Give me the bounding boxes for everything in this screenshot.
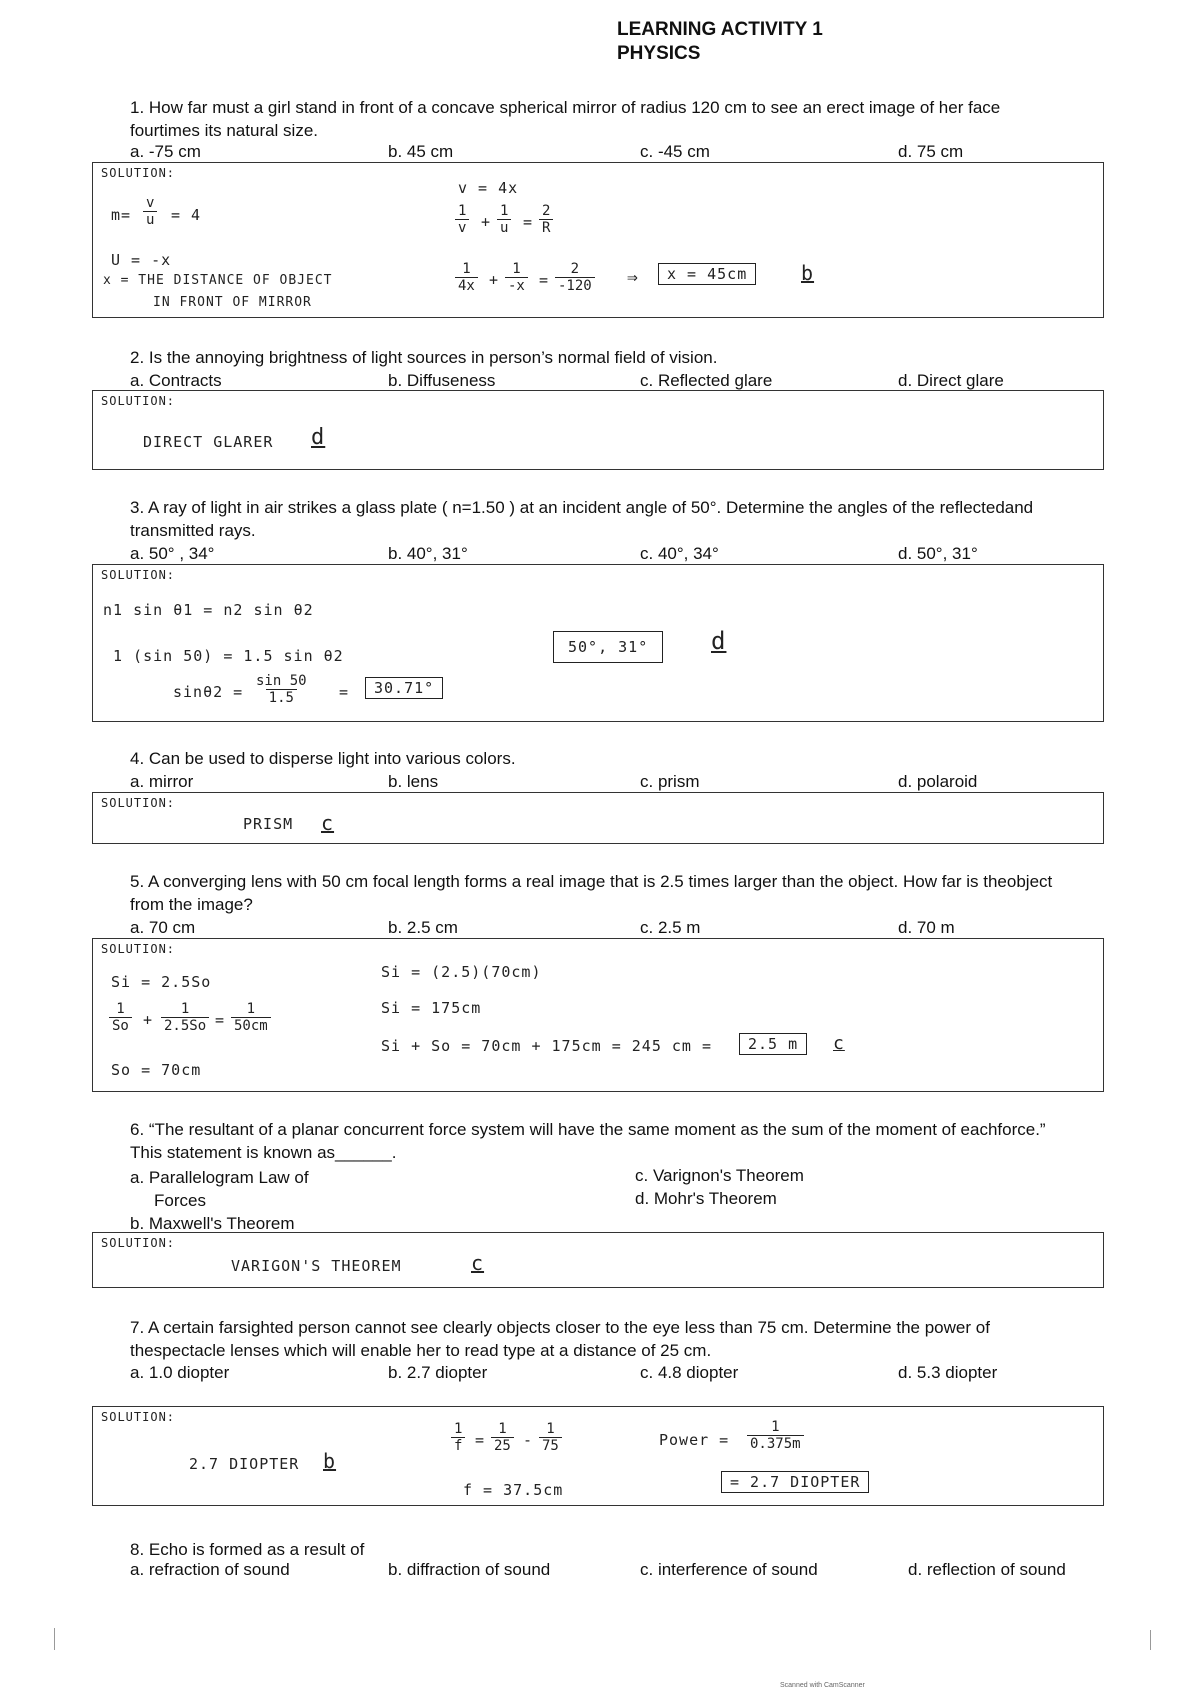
hw-denominator: So xyxy=(109,1017,132,1034)
question-2-text: 2. Is the annoying brightness of light sources in person’s normal field of vision. xyxy=(130,348,718,367)
hw-numerator: 1 xyxy=(246,1001,256,1017)
hw-frac-1-50cm xyxy=(231,1001,271,1034)
choice-d: d. 50°, 31° xyxy=(898,544,978,563)
hw-m-value: = 4 xyxy=(171,206,202,224)
hw-answer: 2.7 DIOPTER xyxy=(189,1455,300,1473)
hw-numerator: 1 xyxy=(771,1419,780,1435)
hw-numerator: 1 xyxy=(512,261,521,277)
hw-frac-1-4x xyxy=(455,261,478,294)
hw-v-eq: v = 4x xyxy=(458,179,519,197)
hw-frac-1v xyxy=(455,203,469,236)
hw-denominator: -120 xyxy=(555,277,595,294)
worksheet-header xyxy=(617,18,823,66)
hw-denominator: R xyxy=(539,219,553,236)
solution-label: SOLUTION: xyxy=(101,942,176,956)
hw-answer-box: 2.5 m xyxy=(739,1033,807,1055)
question-4-choices xyxy=(130,772,1060,794)
choice-a: a. 1.0 diopter xyxy=(130,1363,230,1382)
hw-denominator: u xyxy=(143,211,157,228)
solution-box-6 xyxy=(92,1232,1104,1288)
hw-answer-box: 50°, 31° xyxy=(553,631,663,663)
hw-arrow: ⇒ xyxy=(627,267,639,288)
hw-frac-1u xyxy=(497,203,511,236)
hw-plus: + xyxy=(489,271,500,289)
question-5-text: 5. A converging lens with 50 cm focal length forms a real image that is 2.5 times larger than the object. How far is theobject from the image? xyxy=(130,872,1053,914)
header-title: LEARNING ACTIVITY 1 xyxy=(617,19,823,40)
hw-snell-substituted: 1 (sin 50) = 1.5 sin θ2 xyxy=(113,647,344,665)
hw-power-fraction xyxy=(747,1419,804,1452)
hw-numerator: 2 xyxy=(570,261,580,277)
question-5-choices xyxy=(130,918,1060,940)
question-6-text: 6. “The resultant of a planar concurrent force system will have the same moment as the sum of the moment of eachforce.” This statement is known as______. xyxy=(130,1120,1046,1162)
solution-box-3 xyxy=(92,564,1104,722)
hw-frac-2-neg120 xyxy=(555,261,595,294)
hw-answer: VARIGON'S THEOREM xyxy=(231,1257,402,1275)
hw-denominator: 25 xyxy=(491,1437,514,1454)
hw-numerator: 1 xyxy=(498,1421,507,1437)
hw-si-eq-1: Si = 2.5So xyxy=(111,973,212,991)
question-8-text: 8. Echo is formed as a result of xyxy=(130,1540,365,1559)
question-7-choices xyxy=(130,1363,1060,1385)
hw-equals: = xyxy=(339,683,350,701)
choice-a: a. refraction of sound xyxy=(130,1560,290,1579)
hw-si-eq-2: Si = (2.5)(70cm) xyxy=(381,963,542,981)
hw-numerator: 1 xyxy=(180,1001,190,1017)
hw-m-fraction xyxy=(143,195,157,228)
hw-numerator: v xyxy=(146,195,155,211)
choice-b: b. lens xyxy=(388,772,439,791)
choice-b: b. Diffuseness xyxy=(388,371,496,390)
solution-label: SOLUTION: xyxy=(101,796,176,810)
hw-numerator: 1 xyxy=(116,1001,125,1017)
hw-equals: = xyxy=(215,1011,226,1029)
hw-denominator: v xyxy=(455,219,469,236)
hw-minus: - xyxy=(523,1431,534,1449)
hw-result-box: = 2.7 DIOPTER xyxy=(721,1471,869,1493)
hw-numerator: 1 xyxy=(546,1421,555,1437)
hw-f-eq: f = 37.5cm xyxy=(463,1481,564,1499)
solution-box-2 xyxy=(92,390,1104,470)
hw-sin-fraction xyxy=(253,673,310,706)
choice-c: c. 2.5 m xyxy=(640,918,701,937)
choice-d: d. 75 cm xyxy=(898,142,964,161)
hw-answer-letter: c xyxy=(833,1033,845,1054)
solution-box-5 xyxy=(92,938,1104,1092)
question-7-text: 7. A certain farsighted person cannot see clearly objects closer to the eye less than 75 cm. Determine the power of thespectacle lenses which will enable her to read type at a distance of 25 cm. xyxy=(130,1318,990,1360)
hw-denominator: 4x xyxy=(455,277,478,294)
solution-box-7 xyxy=(92,1406,1104,1506)
hw-frac-1-so xyxy=(109,1001,132,1034)
hw-so-eq: So = 70cm xyxy=(111,1061,202,1079)
hw-equals: = xyxy=(475,1431,486,1449)
hw-frac-1-25 xyxy=(491,1421,514,1454)
hw-numerator: 1 xyxy=(458,203,467,219)
hw-snell-law: n1 sin θ1 = n2 sin θ2 xyxy=(103,601,314,619)
hw-frac-2r xyxy=(539,203,553,236)
hw-answer-letter: b xyxy=(801,261,815,285)
hw-numerator: sin 50 xyxy=(256,673,307,689)
hw-plus: + xyxy=(143,1011,154,1029)
scan-edge-mark xyxy=(1150,1630,1151,1650)
choice-a: a. 50° , 34° xyxy=(130,544,215,563)
hw-frac-1-2-5so xyxy=(161,1001,209,1034)
question-6-choice-a: a. Parallelogram Law of xyxy=(130,1168,309,1187)
hw-answer: DIRECT GLARER xyxy=(143,433,274,451)
question-3-choices xyxy=(130,544,1060,566)
question-6-choice-b: b. Maxwell's Theorem xyxy=(130,1214,295,1233)
choice-d: d. polaroid xyxy=(898,772,978,791)
choice-a: a. Contracts xyxy=(130,371,222,390)
choice-a: a. -75 cm xyxy=(130,142,201,161)
scan-edge-mark xyxy=(54,1628,55,1650)
hw-result-box: 30.71° xyxy=(365,677,443,699)
choice-b: b. 2.7 diopter xyxy=(388,1363,488,1382)
question-6-choice-a-cont: Forces xyxy=(154,1191,206,1210)
hw-answer-letter: d xyxy=(311,425,326,450)
choice-d: d. reflection of sound xyxy=(908,1560,1066,1579)
hw-answer: PRISM xyxy=(243,815,294,833)
hw-numerator: 2 xyxy=(542,203,551,219)
hw-numerator: 1 xyxy=(500,203,509,219)
hw-u-eq: U = -x xyxy=(111,251,172,269)
question-6-choice-d: d. Mohr's Theorem xyxy=(635,1189,777,1208)
hw-m-label: m= xyxy=(111,206,132,224)
choice-b: b. diffraction of sound xyxy=(388,1560,551,1579)
hw-numerator: 1 xyxy=(462,261,471,277)
solution-label: SOLUTION: xyxy=(101,1410,176,1424)
choice-d: d. Direct glare xyxy=(898,371,1004,390)
hw-denominator: -x xyxy=(505,277,528,294)
hw-answer-letter: c xyxy=(471,1251,485,1275)
hw-denominator: 50cm xyxy=(231,1017,271,1034)
hw-frac-1-f xyxy=(451,1421,465,1454)
hw-numerator: 1 xyxy=(454,1421,463,1437)
hw-answer-letter: b xyxy=(323,1449,337,1473)
choice-c: c. 4.8 diopter xyxy=(640,1363,739,1382)
solution-box-4 xyxy=(92,792,1104,844)
hw-equals: = xyxy=(539,271,550,289)
hw-x-def-1: x = THE DISTANCE OF OBJECT xyxy=(103,273,333,288)
solution-label: SOLUTION: xyxy=(101,394,176,408)
choice-b: b. 40°, 31° xyxy=(388,544,468,563)
choice-c: c. prism xyxy=(640,772,700,791)
question-3-text: 3. A ray of light in air strikes a glass plate ( n=1.50 ) at an incident angle of 50°. Determine the angles of the reflectedand transmitted rays. xyxy=(130,498,1034,540)
solution-label: SOLUTION: xyxy=(101,568,176,582)
solution-label: SOLUTION: xyxy=(101,166,176,180)
choice-c: c. Reflected glare xyxy=(640,371,773,390)
hw-denominator: 75 xyxy=(539,1437,562,1454)
hw-denominator: 1.5 xyxy=(266,689,297,706)
choice-d: d. 70 m xyxy=(898,918,955,937)
question-4-text: 4. Can be used to disperse light into various colors. xyxy=(130,749,516,768)
question-6-choice-c: c. Varignon's Theorem xyxy=(635,1166,804,1185)
hw-power-label: Power = xyxy=(659,1431,730,1449)
hw-answer-letter: d xyxy=(711,627,727,655)
solution-label: SOLUTION: xyxy=(101,1236,176,1250)
choice-a: a. 70 cm xyxy=(130,918,196,937)
hw-denominator: u xyxy=(497,219,511,236)
choice-c: c. -45 cm xyxy=(640,142,710,161)
hw-denominator: 2.5So xyxy=(161,1017,209,1034)
hw-plus: + xyxy=(481,213,492,231)
hw-equals: = xyxy=(523,213,534,231)
solution-box-1 xyxy=(92,162,1104,318)
question-1-choices xyxy=(130,142,1060,164)
choice-a: a. mirror xyxy=(130,772,194,791)
choice-d: d. 5.3 diopter xyxy=(898,1363,998,1382)
question-8-choices xyxy=(130,1560,1066,1582)
hw-x-def-2: IN FRONT OF MIRROR xyxy=(153,295,312,310)
choice-b: b. 45 cm xyxy=(388,142,454,161)
scanner-watermark: Scanned with CamScanner xyxy=(780,1682,865,1689)
question-1-text: 1. How far must a girl stand in front of a concave spherical mirror of radius 120 cm to see an erect image of her face fourtimes its natural size. xyxy=(130,98,1001,140)
hw-denominator: 0.375m xyxy=(747,1435,804,1452)
hw-sin-label: sinθ2 = xyxy=(173,683,244,701)
choice-c: c. interference of sound xyxy=(640,1560,818,1579)
header-subject: PHYSICS xyxy=(617,43,701,64)
hw-frac-1-75 xyxy=(539,1421,562,1454)
hw-sum-eq: Si + So = 70cm + 175cm = 245 cm = xyxy=(381,1037,713,1055)
hw-answer-letter: c xyxy=(321,811,335,835)
hw-denominator: f xyxy=(451,1437,465,1454)
hw-answer-box: x = 45cm xyxy=(658,263,756,285)
choice-c: c. 40°, 34° xyxy=(640,544,719,563)
choice-b: b. 2.5 cm xyxy=(388,918,458,937)
hw-frac-1-negx xyxy=(505,261,528,294)
hw-si-eq-3: Si = 175cm xyxy=(381,999,482,1017)
